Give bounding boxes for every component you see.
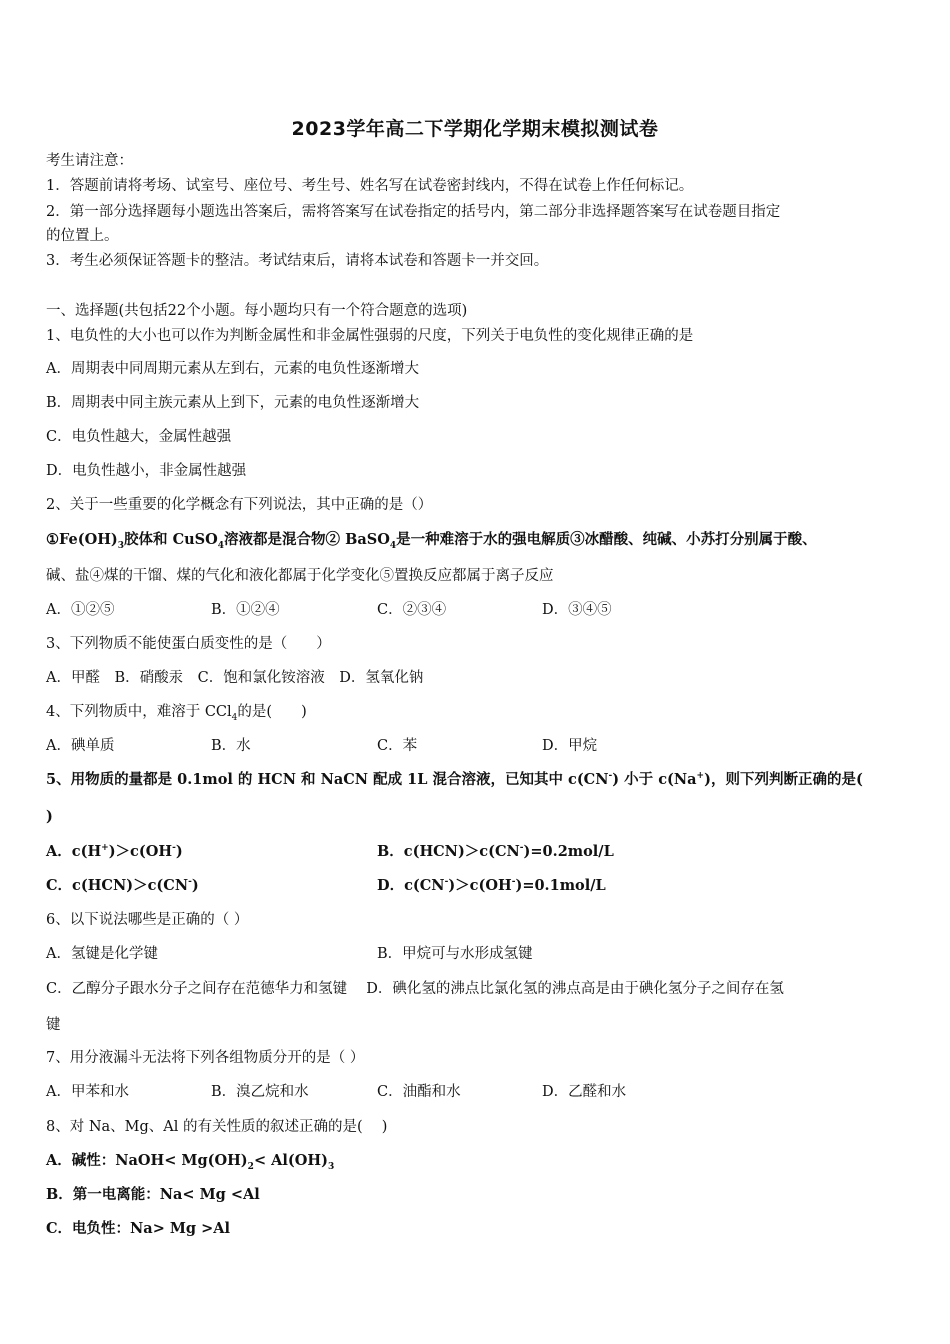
q5-stem: 5、用物质的量都是 0.1mol 的 HCN 和 NaCN 配成 1L 混合溶液，已知其中 c(CN-) 小于 c(Na+)，则下列判断正确的是( xyxy=(46,771,863,788)
q1-option-b: B．周期表中同主族元素从上到下，元素的电负性逐渐增大 xyxy=(46,395,420,411)
q4-stem: 4、下列物质中，难溶于 CCl$_4$的是( ) xyxy=(46,704,307,723)
q8-option-c: C．电负性：Na> Mg >Al xyxy=(46,1220,231,1237)
q6-option-c-d: C．乙醇分子跟水分子之间存在范德华力和氢键 D．碘化氢的沸点比氯化氢的沸点高是由于碘化氢分子之间存在氢 xyxy=(46,981,784,997)
q2-option-a: A．①②⑤ xyxy=(46,602,115,618)
q7-stem: 7、用分液漏斗无法将下列各组物质分开的是（ ） xyxy=(46,1050,365,1066)
q6-stem: 6、以下说法哪些是正确的（ ） xyxy=(46,912,249,928)
q3-options: A．甲醛 B．硝酸汞 C．饱和氯化铵溶液 D．氢氧化钠 xyxy=(46,670,424,686)
page-title: 2023学年高二下学期化学期末模拟测试卷 xyxy=(291,118,659,140)
q6-option-d-cont: 键 xyxy=(46,1017,61,1033)
q5-stem-cont: ) xyxy=(46,808,53,825)
q1-option-d: D．电负性越小，非金属性越强 xyxy=(46,463,247,479)
q7-option-b: B．溴乙烷和水 xyxy=(211,1084,309,1100)
notice-item-2-cont: 的位置上。 xyxy=(46,228,119,244)
q2-option-b: B．①②④ xyxy=(211,602,280,618)
q1-option-c: C．电负性越大，金属性越强 xyxy=(46,429,232,445)
q4-option-d: D．甲烷 xyxy=(542,738,598,754)
q2-option-d: D．③④⑤ xyxy=(542,602,612,618)
notice-item-1: 1．答题前请将考场、试室号、座位号、考生号、姓名写在试卷密封线内，不得在试卷上作任何标记。 xyxy=(46,178,694,194)
q6-option-a: A．氢键是化学键 xyxy=(46,946,158,962)
q2-stem: 2、关于一些重要的化学概念有下列说法，其中正确的是（） xyxy=(46,497,433,513)
q3-stem: 3、下列物质不能使蛋白质变性的是（ ） xyxy=(46,636,331,652)
q4-option-a: A．碘单质 xyxy=(46,738,115,754)
q1-stem: 1、电负性的大小也可以作为判断金属性和非金属性强弱的尺度，下列关于电负性的变化规律正确的是 xyxy=(46,328,694,344)
q7-option-c: C．油酯和水 xyxy=(377,1084,461,1100)
q8-option-b: B．第一电离能：Na< Mg <Al xyxy=(46,1186,260,1203)
notice-item-3: 3．考生必须保证答题卡的整洁。考试结束后，请将本试卷和答题卡一并交回。 xyxy=(46,253,549,269)
q1-option-a: A．周期表中同周期元素从左到右，元素的电负性逐渐增大 xyxy=(46,361,419,377)
q7-option-a: A．甲苯和水 xyxy=(46,1084,129,1100)
q5-option-a: A．c(H+)＞c(OH-) xyxy=(46,843,183,860)
q5-option-c: C．c(HCN)＞c(CN-) xyxy=(46,877,199,894)
q2-option-c: C．②③④ xyxy=(377,602,447,618)
q2-statements-line-1: $①Fe(OH)_3$胶体和 CuSO$_4$溶液都是混合物② BaSO$_4$是一种难溶于水的强电解质③冰醋酸、纯碱、小苏打分别属于酸、 xyxy=(46,531,817,551)
q4-option-b: B．水 xyxy=(211,738,251,754)
section-heading: 一、选择题(共包括22个小题。每小题均只有一个符合题意的选项) xyxy=(46,303,468,319)
notice-heading: 考生请注意： xyxy=(46,153,133,169)
q4-option-c: C．苯 xyxy=(377,738,418,754)
q8-stem: 8、对 Na、Mg、Al 的有关性质的叙述正确的是( ) xyxy=(46,1119,388,1135)
notice-item-2: 2．第一部分选择题每小题选出答案后，需将答案写在试卷指定的括号内，第二部分非选择题答案写在试卷题目指定 xyxy=(46,204,781,220)
q5-option-d: D．c(CN-)＞c(OH-)=0.1mol/L xyxy=(377,877,606,894)
q2-statements-line-2: 碱、盐④煤的干馏、煤的气化和液化都属于化学变化⑤置换反应都属于离子反应 xyxy=(46,568,554,584)
q8-option-a: A．碱性：NaOH< $Mg(OH)_2< Al(OH)_3$ xyxy=(46,1152,335,1172)
q7-option-d: D．乙醛和水 xyxy=(542,1084,627,1100)
q6-option-b: B．甲烷可与水形成氢键 xyxy=(377,946,533,962)
q5-option-b: B．c(HCN)＞c(CN-)=0.2mol/L xyxy=(377,843,614,860)
